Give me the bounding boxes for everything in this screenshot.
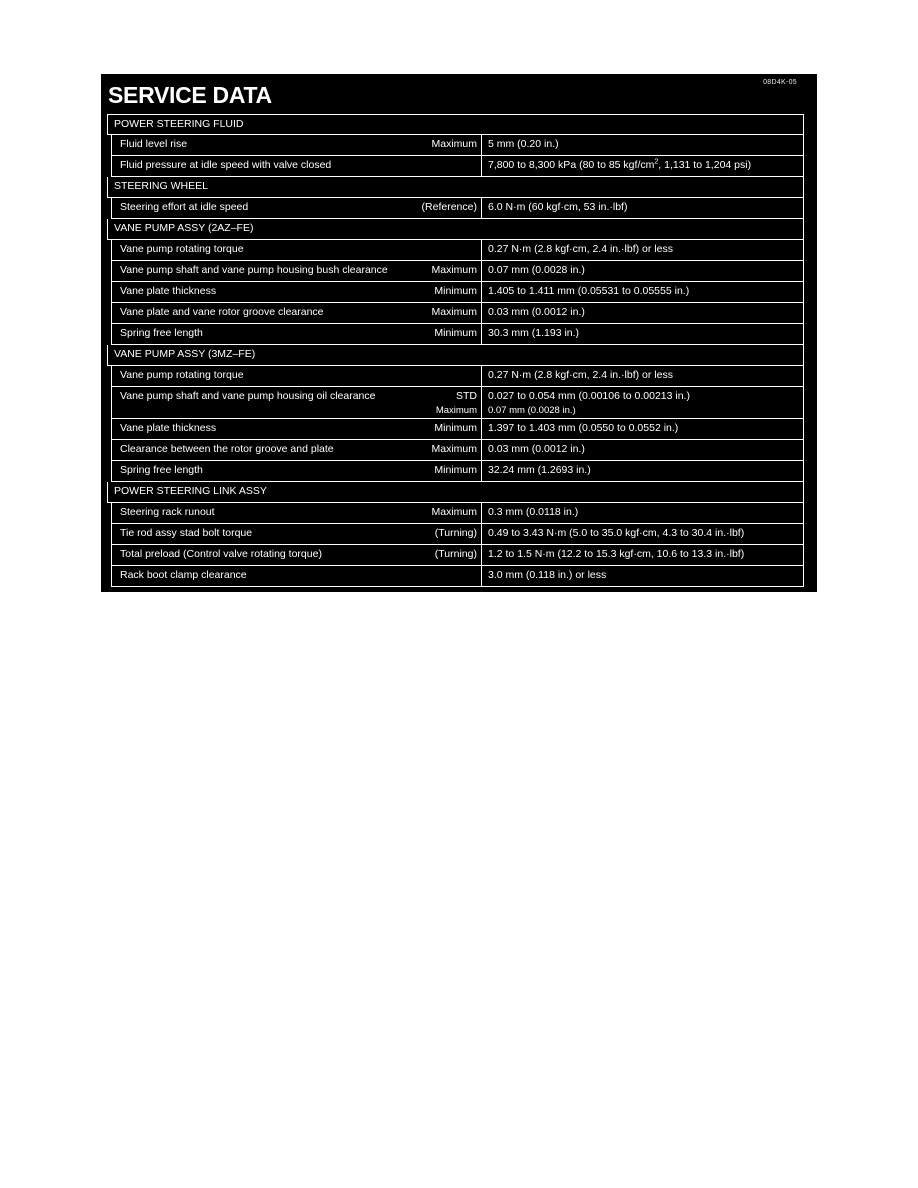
spec-value: 5 mm (0.20 in.) [488,138,559,150]
column-divider [481,240,482,260]
column-divider [481,387,482,418]
spec-name: Steering effort at idle speed [120,201,249,213]
spec-name: Vane plate and vane rotor groove clearance [120,306,324,318]
spec-qualifier: Maximum [431,306,477,318]
spec-row-tie-rod-torque [111,524,804,545]
spec-name: Fluid pressure at idle speed with valve closed [120,159,332,171]
spec-value: 0.027 to 0.054 mm (0.00106 to 0.00213 in.) [488,390,690,402]
spec-name: Steering rack runout [120,506,215,518]
spec-qualifier: Minimum [434,464,477,476]
spec-name: Tie rod assy stad bolt torque [120,527,253,539]
spec-row-rotor-groove-clearance [111,440,804,461]
spec-name: Vane pump shaft and vane pump housing oil clearance [120,390,376,402]
spec-qualifier: Minimum [434,285,477,297]
spec-value: 0.03 mm (0.0012 in.) [488,306,585,318]
section-heading-vane-pump-3mz: VANE PUMP ASSY (3MZ–FE) [107,345,804,366]
spec-value: 0.49 to 3.43 N·m (5.0 to 35.0 kgf·cm, 4.3 to 30.4 in.·lbf) [488,527,745,539]
spec-qualifier-secondary: Maximum [435,405,477,416]
spec-row-rack-boot-clamp [111,566,804,587]
spec-qualifier: Maximum [431,506,477,518]
spec-name: Vane pump rotating torque [120,243,244,255]
spec-name: Total preload (Control valve rotating torque) [120,548,322,560]
spec-name: Vane pump rotating torque [120,369,244,381]
spec-value [488,156,751,175]
spec-value: 0.03 mm (0.0012 in.) [488,443,585,455]
column-divider [481,324,482,344]
spec-row-vane-plate-thickness [111,419,804,440]
column-divider [481,303,482,323]
spec-value: 30.3 mm (1.193 in.) [488,327,580,339]
spec-qualifier: Minimum [434,327,477,339]
spec-value-tail: , 1,131 to 1,204 psi) [658,159,752,171]
page-title: SERVICE DATA [108,82,272,108]
spec-qualifier: Maximum [431,264,477,276]
figure-ref-code: 08D4K-05 [763,79,797,86]
spec-qualifier: (Turning) [434,548,477,560]
spec-value-superscript: 2 [654,158,659,166]
spec-value: 1.2 to 1.5 N·m (12.2 to 15.3 kgf·cm, 10.6 to 13.3 in.·lbf) [488,548,745,560]
section-heading-power-steering-fluid: POWER STEERING FLUID [107,114,804,135]
spec-name: Vane plate thickness [120,422,217,434]
column-divider [481,440,482,460]
spec-qualifier: (Turning) [434,527,477,539]
column-divider [481,419,482,439]
section-heading-steering-wheel: STEERING WHEEL [107,177,804,198]
spec-row-rack-runout [111,503,804,524]
spec-name: Fluid level rise [120,138,188,150]
spec-value: 0.27 N·m (2.8 kgf·cm, 2.4 in.·lbf) or less [488,243,673,255]
spec-value: 0.07 mm (0.0028 in.) [488,264,585,276]
service-data-panel [101,74,817,592]
service-data-table [107,114,804,587]
column-divider [481,156,482,176]
spec-value-main: 7,800 to 8,300 kPa (80 to 85 kgf/cm [488,159,655,171]
spec-row-rotor-groove-clearance [111,303,804,324]
spec-row-vane-plate-thickness [111,282,804,303]
column-divider [481,545,482,565]
spec-qualifier: Maximum [431,138,477,150]
spec-name: Vane pump shaft and vane pump housing bush clearance [120,264,388,276]
spec-row-rotating-torque [111,366,804,387]
column-divider [481,198,482,218]
spec-name: Clearance between the rotor groove and plate [120,443,334,455]
column-divider [481,261,482,281]
spec-name: Rack boot clamp clearance [120,569,247,581]
spec-name: Vane plate thickness [120,285,217,297]
column-divider [481,135,482,155]
spec-value: 0.3 mm (0.0118 in.) [488,506,579,518]
column-divider [481,282,482,302]
section-heading-power-steering-link: POWER STEERING LINK ASSY [107,482,804,503]
column-divider [481,503,482,523]
spec-value: 0.27 N·m (2.8 kgf·cm, 2.4 in.·lbf) or less [488,369,673,381]
spec-value: 6.0 N·m (60 kgf·cm, 53 in.·lbf) [488,201,628,213]
spec-row-steering-effort [111,198,804,219]
spec-name: Spring free length [120,327,203,339]
spec-value: 32.24 mm (1.2693 in.) [488,464,591,476]
column-divider [481,461,482,481]
column-divider [481,366,482,386]
section-heading-vane-pump-2az: VANE PUMP ASSY (2AZ–FE) [107,219,804,240]
spec-row-oil-clearance [111,387,804,419]
column-divider [481,524,482,544]
spec-value: 1.397 to 1.403 mm (0.0550 to 0.0552 in.) [488,422,679,434]
spec-qualifier: Minimum [434,422,477,434]
column-divider [481,566,482,586]
spec-row-bush-clearance [111,261,804,282]
spec-row-fluid-pressure [111,156,804,177]
spec-row-total-preload [111,545,804,566]
spec-row-rotating-torque [111,240,804,261]
spec-row-fluid-level-rise [111,135,804,156]
spec-qualifier: Maximum [431,443,477,455]
spec-qualifier: STD [456,390,477,402]
spec-value: 3.0 mm (0.118 in.) or less [488,569,607,581]
spec-row-spring-free-length [111,461,804,482]
spec-value: 1.405 to 1.411 mm (0.05531 to 0.05555 in.) [488,285,690,297]
spec-qualifier: (Reference) [421,201,477,213]
spec-row-spring-free-length [111,324,804,345]
spec-name: Spring free length [120,464,203,476]
spec-value-secondary: 0.07 mm (0.0028 in.) [488,405,576,416]
